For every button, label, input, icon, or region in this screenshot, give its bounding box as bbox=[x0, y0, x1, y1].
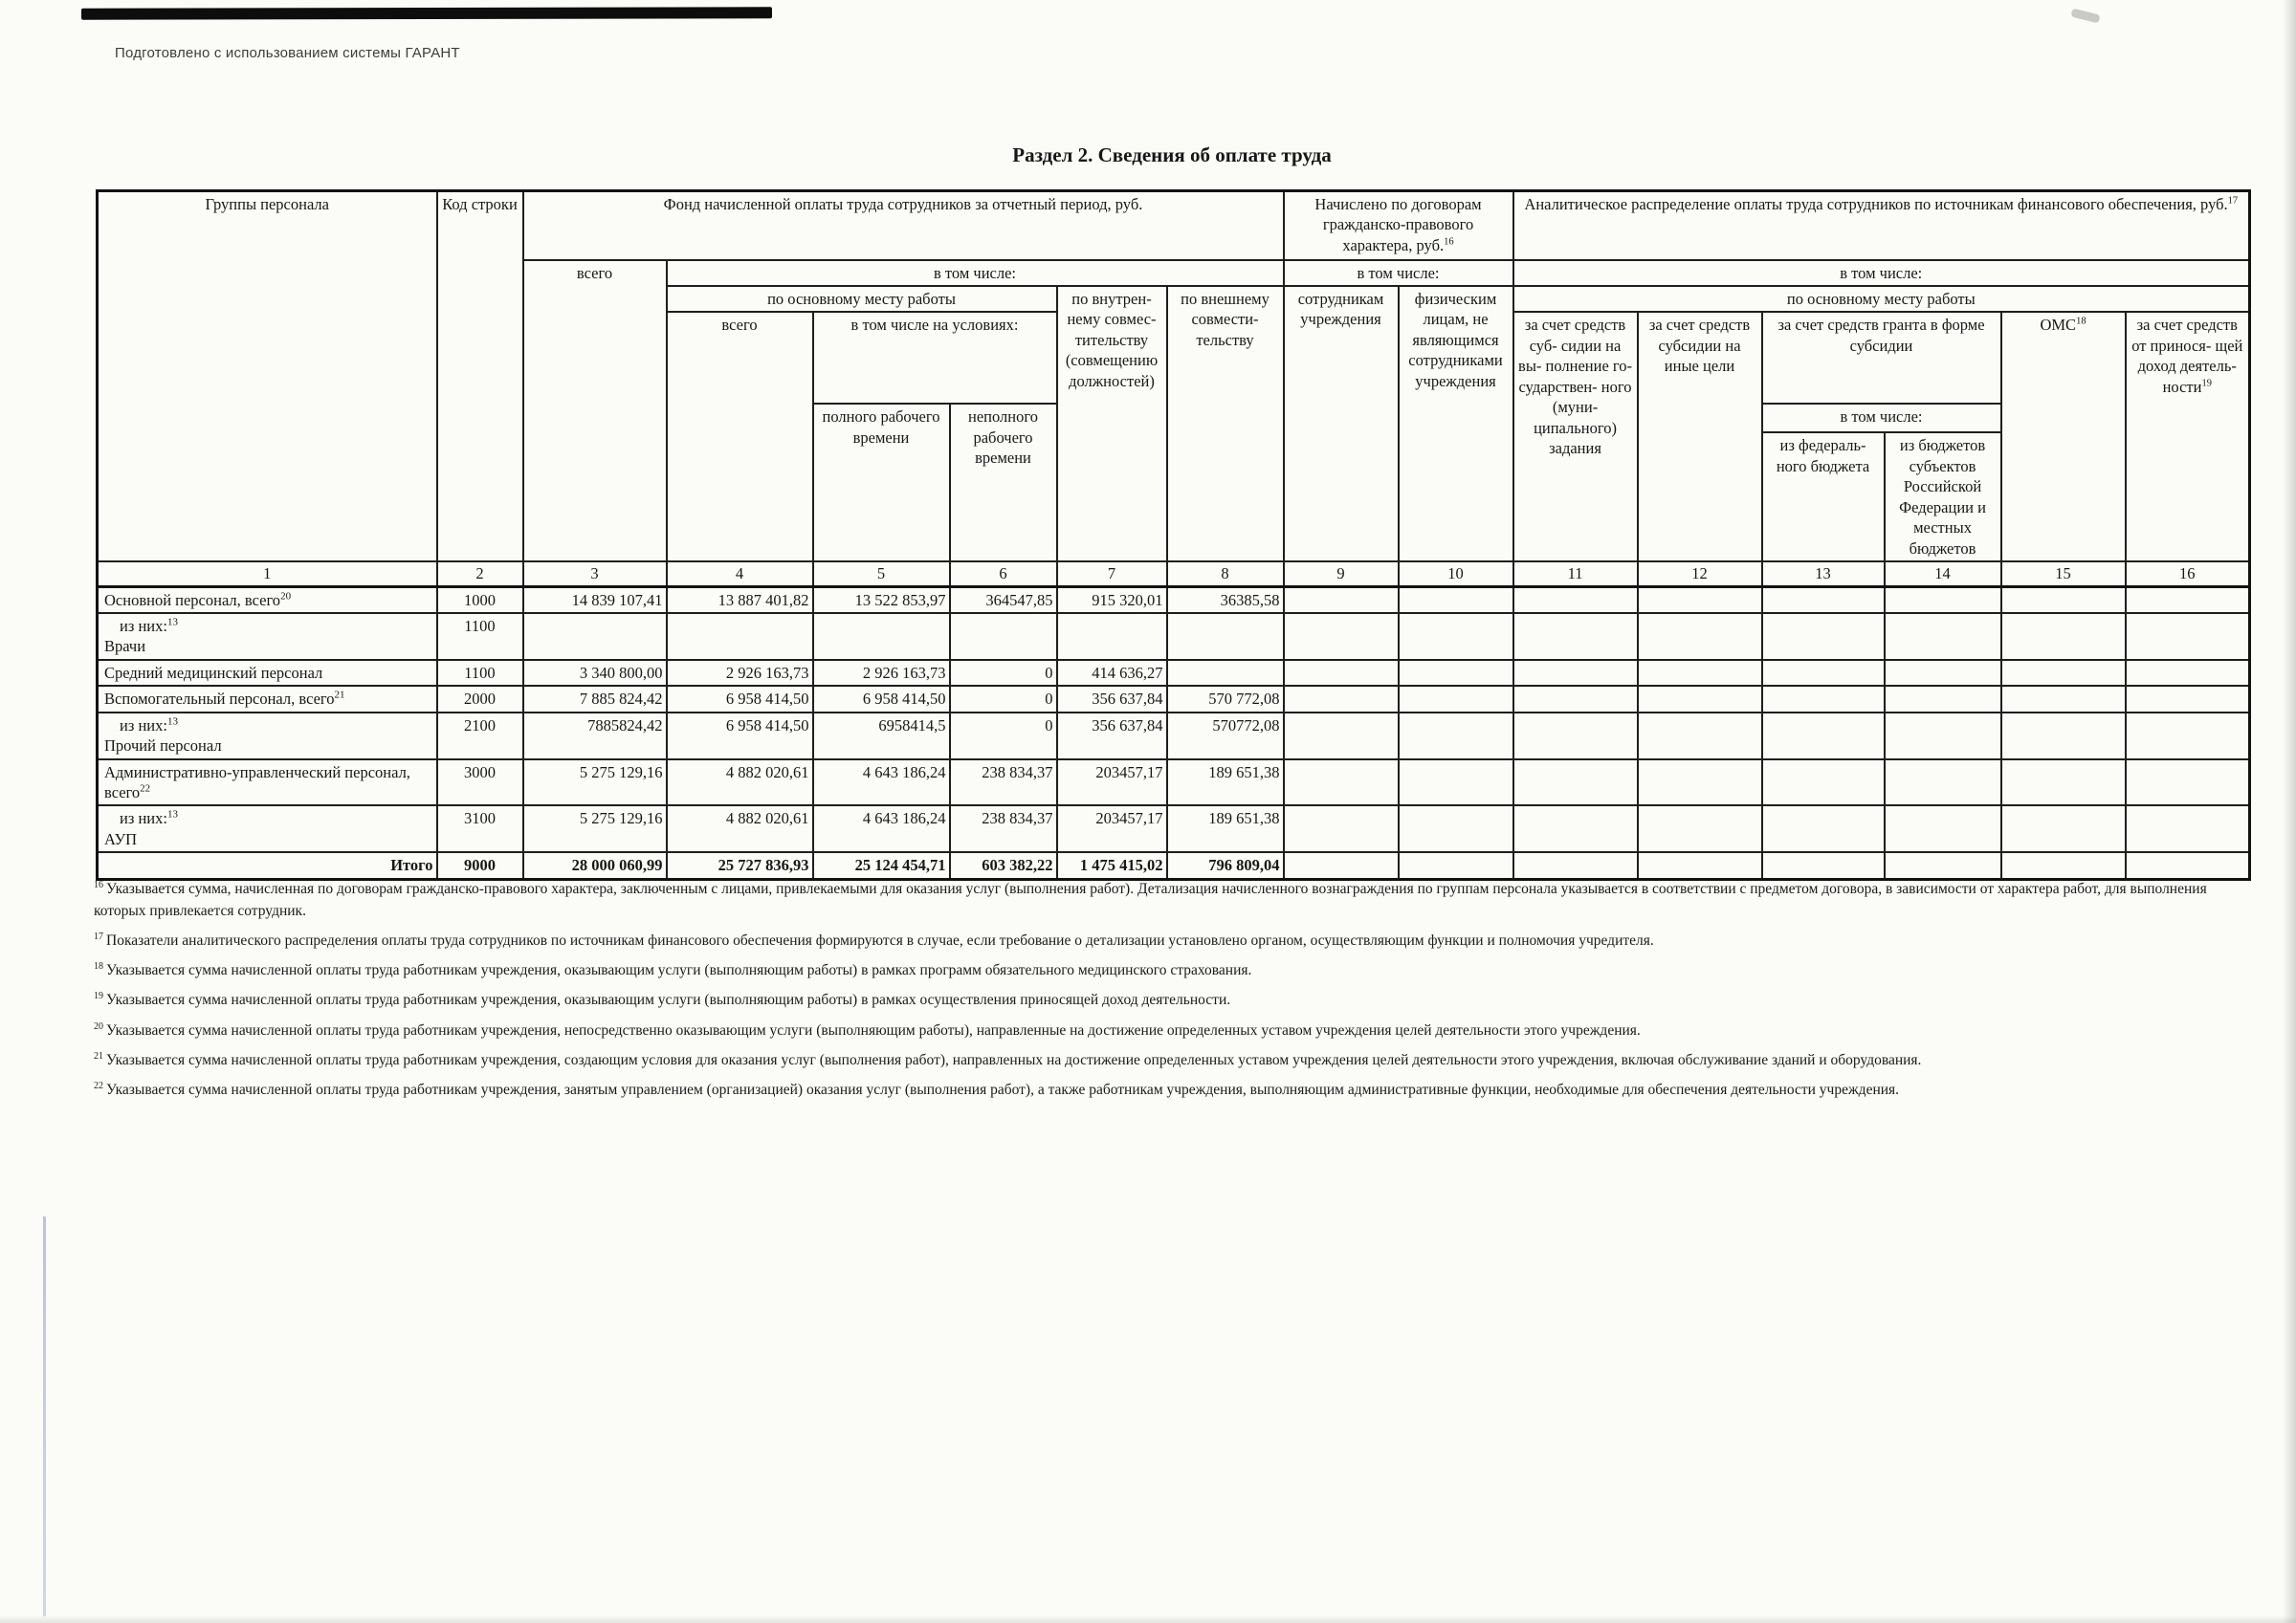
header-code bbox=[437, 191, 523, 562]
row-code: 1000 bbox=[437, 586, 523, 613]
value-cell: 4 882 020,61 bbox=[667, 759, 813, 806]
header-incl-fund bbox=[667, 260, 1284, 286]
col-number: 14 bbox=[1885, 561, 2001, 586]
garant-watermark: Подготовлено с использованием системы ГАРАНТ bbox=[115, 45, 460, 61]
value-cell bbox=[523, 613, 667, 660]
row-code: 1100 bbox=[437, 613, 523, 660]
header-groups bbox=[98, 191, 437, 562]
header-oms-label: ОМС bbox=[2040, 316, 2077, 335]
value-cell: 6 958 414,50 bbox=[667, 686, 813, 712]
footnote-text: Указывается сумма начисленной оплаты труда работникам учреждения, создающим условия для оказания услуг (выполнения работ), направленных на достижение определенных уставом учреждения целей деятельности этого учреждения, включая обслуживание зданий и оборудования. bbox=[106, 1051, 1922, 1068]
value-cell: 3 340 800,00 bbox=[523, 660, 667, 686]
value-cell bbox=[2126, 805, 2250, 852]
value-cell bbox=[1638, 660, 1762, 686]
footnote-text: Указывается сумма начисленной оплаты труда работникам учреждения, оказывающим услуги (выполняющим работы) в рамках осуществления приносящей доход деятельности. bbox=[106, 992, 1231, 1009]
value-cell: 203457,17 bbox=[1057, 759, 1167, 806]
value-cell bbox=[2001, 660, 2126, 686]
scan-artifact-bar bbox=[81, 7, 772, 20]
col-number: 1 bbox=[98, 561, 437, 586]
value-cell: 238 834,37 bbox=[950, 805, 1057, 852]
footnote-text: Указывается сумма, начисленная по договорам гражданско-правового характера, заключенным с лицами, привлекаемыми для оказания услуг (выполнения работ). Детализация начисленного вознаграждения по группам персонала указывается в соответствии с предметом договора, в зависимости от характера работ, для выполнения которых привлекается сотрудник. bbox=[94, 881, 2207, 920]
header-analytic-label: Аналитическое распределение оплаты труда сотрудников по источникам финансового обеспечения, руб. bbox=[1524, 195, 2228, 213]
header-fund-label: Фонд начисленной оплаты труда сотрудников за отчетный период, руб. bbox=[663, 195, 1143, 213]
value-cell: 4 882 020,61 bbox=[667, 805, 813, 852]
value-cell bbox=[1399, 759, 1513, 806]
salary-report-table bbox=[96, 189, 2251, 881]
footnote-ref: 19 bbox=[2201, 378, 2212, 389]
header-grant-label: за счет средств гранта в форме субсидии bbox=[1777, 316, 1985, 355]
header-contracts bbox=[1284, 191, 1513, 260]
row-label-text: Средний медицинский персонал bbox=[104, 663, 323, 682]
header-code-label: Код строки bbox=[442, 195, 518, 213]
value-cell bbox=[1762, 660, 1885, 686]
footnote bbox=[94, 1045, 2258, 1071]
footnote-number: 16 bbox=[94, 880, 103, 890]
row-code: 1100 bbox=[437, 660, 523, 686]
footnote-text: Указывается сумма начисленной оплаты труда работникам учреждения, оказывающим услуги (выполняющим работы) в рамках программ обязательного медицинского страхования. bbox=[106, 962, 1252, 979]
value-cell bbox=[1284, 713, 1399, 759]
footnote-ref: 13 bbox=[166, 616, 178, 628]
col-number: 6 bbox=[950, 561, 1057, 586]
row-code: 3100 bbox=[437, 805, 523, 852]
header-subsidy-other-label: за счет средств субсидии на иные цели bbox=[1648, 316, 1751, 376]
header-incl-label: в том числе: bbox=[934, 263, 1017, 282]
row-label-text: Вспомогательный персонал, всего$^{21}$ bbox=[104, 689, 345, 709]
header-contracts-label: Начислено по договорам гражданско-правового характера, руб. bbox=[1314, 195, 1482, 254]
col-number: 10 bbox=[1399, 561, 1513, 586]
table-row bbox=[98, 805, 2250, 852]
value-cell: 5 275 129,16 bbox=[523, 805, 667, 852]
value-cell bbox=[1284, 805, 1399, 852]
header-incl-label: в том числе: bbox=[1357, 263, 1440, 282]
table-row bbox=[98, 759, 2250, 806]
header-total bbox=[523, 260, 667, 562]
header-grant bbox=[1762, 312, 2001, 404]
row-label bbox=[98, 759, 437, 806]
value-cell: 25 124 454,71 bbox=[813, 852, 950, 879]
value-cell bbox=[1513, 713, 1638, 759]
row-label-text: Административно-управленческий персонал, всего$^{22}$ bbox=[104, 762, 410, 801]
value-cell: 915 320,01 bbox=[1057, 586, 1167, 613]
header-region-budget bbox=[1885, 432, 2001, 561]
value-cell: 796 809,04 bbox=[1167, 852, 1284, 879]
scan-smudge bbox=[2070, 9, 2100, 24]
value-cell bbox=[667, 613, 813, 660]
value-cell: 189 651,38 bbox=[1167, 759, 1284, 806]
row-code: 3000 bbox=[437, 759, 523, 806]
value-cell: 189 651,38 bbox=[1167, 805, 1284, 852]
value-cell bbox=[1513, 586, 1638, 613]
scan-edge-shadow-right bbox=[2283, 0, 2296, 1623]
value-cell: 36385,58 bbox=[1167, 586, 1284, 613]
col-number: 3 bbox=[523, 561, 667, 586]
value-cell bbox=[1762, 713, 1885, 759]
value-cell bbox=[2126, 660, 2250, 686]
header-individuals bbox=[1399, 286, 1513, 561]
value-cell bbox=[1167, 613, 1284, 660]
value-cell bbox=[1284, 586, 1399, 613]
row-label-text: АУП bbox=[104, 829, 138, 848]
value-cell bbox=[1638, 713, 1762, 759]
value-cell: 238 834,37 bbox=[950, 759, 1057, 806]
value-cell bbox=[1167, 660, 1284, 686]
footnote-ref: 17 bbox=[2227, 195, 2239, 207]
value-cell: 356 637,84 bbox=[1057, 713, 1167, 759]
value-cell bbox=[1284, 759, 1399, 806]
header-part-time bbox=[950, 404, 1057, 561]
value-cell bbox=[1399, 686, 1513, 712]
row-label bbox=[98, 805, 437, 852]
footnote-ref: 13 bbox=[166, 715, 178, 728]
section-title: Раздел 2. Сведения об оплате труда bbox=[1012, 143, 1332, 166]
col-number: 16 bbox=[2126, 561, 2250, 586]
value-cell bbox=[1284, 660, 1399, 686]
scan-edge-shadow-bottom bbox=[0, 1615, 2296, 1623]
row-label bbox=[98, 613, 437, 660]
value-cell: 414 636,27 bbox=[1057, 660, 1167, 686]
header-incl-label: в том числе: bbox=[1840, 407, 1923, 427]
header-external bbox=[1167, 286, 1284, 561]
footnote-ref: 22 bbox=[140, 782, 151, 795]
value-cell bbox=[2126, 586, 2250, 613]
footnote-ref: 13 bbox=[166, 808, 178, 821]
table-row bbox=[98, 613, 2250, 660]
table-row bbox=[98, 586, 2250, 613]
footnote bbox=[94, 874, 2258, 922]
header-fund bbox=[523, 191, 1284, 260]
col-number: 2 bbox=[437, 561, 523, 586]
footnote-number: 17 bbox=[94, 932, 103, 943]
value-cell bbox=[2001, 686, 2126, 712]
value-cell: 13 522 853,97 bbox=[813, 586, 950, 613]
value-cell bbox=[1885, 660, 2001, 686]
footnote bbox=[94, 926, 2258, 952]
value-cell bbox=[2001, 613, 2126, 660]
value-cell: 14 839 107,41 bbox=[523, 586, 667, 613]
footnote-text: Указывается сумма начисленной оплаты труда работникам учреждения, непосредственно оказывающим услуги (выполняющим работы), направленные на достижение определенных уставом учреждения целей деятельности этого учреждения. bbox=[106, 1021, 1641, 1039]
header-main-place-label: по основному месту работы bbox=[1786, 289, 1976, 308]
footnote-text: Указывается сумма начисленной оплаты труда работникам учреждения, занятым управлением (организацией) оказания услуг (выполнения работ), а также работникам учреждения, выполняющим административные функции, необходимые для обеспечения деятельности учреждения. bbox=[106, 1082, 1900, 1099]
col-number: 13 bbox=[1762, 561, 1885, 586]
row-code: 2000 bbox=[437, 686, 523, 712]
header-total-label: всего bbox=[721, 316, 758, 335]
row-sublabel: из них:$^{13}$ bbox=[120, 808, 178, 828]
header-groups-label: Группы персонала bbox=[205, 195, 329, 213]
header-incl-terms-label: в том числе на условиях: bbox=[850, 316, 1019, 335]
row-label bbox=[98, 586, 437, 613]
value-cell bbox=[1638, 805, 1762, 852]
value-cell: 364547,85 bbox=[950, 586, 1057, 613]
value-cell bbox=[1885, 686, 2001, 712]
value-cell bbox=[1762, 586, 1885, 613]
value-cell: 603 382,22 bbox=[950, 852, 1057, 879]
footnote-number: 22 bbox=[94, 1080, 103, 1091]
table-row bbox=[98, 660, 2250, 686]
value-cell: 6 958 414,50 bbox=[813, 686, 950, 712]
header-income bbox=[2126, 312, 2250, 561]
value-cell: 203457,17 bbox=[1057, 805, 1167, 852]
header-subsidy-other bbox=[1638, 312, 1762, 561]
header-main-place bbox=[667, 286, 1057, 312]
header-analytic bbox=[1513, 191, 2250, 260]
col-number: 5 bbox=[813, 561, 950, 586]
header-full-time-label: полного рабочего времени bbox=[822, 407, 940, 447]
header-internal bbox=[1057, 286, 1167, 561]
row-label bbox=[98, 713, 437, 759]
value-cell: 0 bbox=[950, 713, 1057, 759]
scan-edge-line bbox=[43, 1217, 46, 1616]
value-cell: 28 000 060,99 bbox=[523, 852, 667, 879]
header-incl-label: в том числе: bbox=[1840, 263, 1923, 282]
col-number: 12 bbox=[1638, 561, 1762, 586]
value-cell bbox=[950, 613, 1057, 660]
header-incl-terms bbox=[813, 312, 1057, 404]
col-number: 4 bbox=[667, 561, 813, 586]
footnote-ref: 20 bbox=[280, 590, 292, 602]
footnote-text: Показатели аналитического распределения оплаты труда сотрудников по источникам финансового обеспечения формируются в случае, если требование о детализации установлено органом, осуществляющим функции и полномочия учредителя. bbox=[106, 932, 1654, 950]
value-cell: 4 643 186,24 bbox=[813, 805, 950, 852]
value-cell: 13 887 401,82 bbox=[667, 586, 813, 613]
header-internal-label: по внутрен- нему совмес- тительству (совмещению должностей) bbox=[1065, 289, 1159, 390]
column-number-row bbox=[98, 561, 2250, 586]
value-cell bbox=[1762, 686, 1885, 712]
table-row bbox=[98, 686, 2250, 712]
value-cell: 7885824,42 bbox=[523, 713, 667, 759]
value-cell bbox=[1399, 713, 1513, 759]
value-cell bbox=[2126, 713, 2250, 759]
value-cell bbox=[1399, 586, 1513, 613]
footnote bbox=[94, 1075, 2258, 1101]
value-cell bbox=[1885, 759, 2001, 806]
value-cell: 4 643 186,24 bbox=[813, 759, 950, 806]
value-cell bbox=[813, 613, 950, 660]
value-cell bbox=[1513, 686, 1638, 712]
value-cell bbox=[1399, 613, 1513, 660]
value-cell bbox=[1513, 660, 1638, 686]
row-label-text: Основной персонал, всего$^{20}$ bbox=[104, 590, 292, 609]
header-subsidy-task-label: за счет средств суб- сидии на вы- полнение го- сударствен- ного (муни- ципального) задания bbox=[1518, 316, 1632, 457]
col-number: 15 bbox=[2001, 561, 2126, 586]
value-cell: 6 958 414,50 bbox=[667, 713, 813, 759]
header-fed-budget bbox=[1762, 432, 1885, 561]
value-cell: 1 475 415,02 bbox=[1057, 852, 1167, 879]
footnote-number: 20 bbox=[94, 1020, 103, 1032]
value-cell bbox=[1638, 686, 1762, 712]
row-label bbox=[98, 686, 437, 712]
table-row bbox=[98, 713, 2250, 759]
value-cell bbox=[1513, 759, 1638, 806]
footnote-ref: 21 bbox=[334, 689, 345, 701]
value-cell bbox=[1762, 805, 1885, 852]
row-sublabel: из них:$^{13}$ bbox=[120, 616, 178, 635]
header-employees-label: сотрудникам учреждения bbox=[1297, 289, 1384, 329]
header-individuals-label: физическим лицам, не являющимся сотрудниками учреждения bbox=[1408, 289, 1503, 390]
header-part-time-label: неполного рабочего времени bbox=[968, 407, 1038, 468]
header-row-1 bbox=[98, 191, 2250, 260]
value-cell: 6958414,5 bbox=[813, 713, 950, 759]
value-cell bbox=[2001, 713, 2126, 759]
value-cell bbox=[2001, 759, 2126, 806]
footnote-number: 19 bbox=[94, 991, 103, 1002]
value-cell bbox=[2001, 805, 2126, 852]
header-oms bbox=[2001, 312, 2126, 561]
value-cell bbox=[2001, 586, 2126, 613]
value-cell bbox=[1762, 759, 1885, 806]
header-main-place-analytic bbox=[1513, 286, 2250, 312]
value-cell bbox=[1284, 613, 1399, 660]
row-label bbox=[98, 660, 437, 686]
header-main-place-label: по основному месту работы bbox=[767, 289, 956, 308]
value-cell: 0 bbox=[950, 660, 1057, 686]
value-cell: 2 926 163,73 bbox=[667, 660, 813, 686]
header-incl-grant bbox=[1762, 404, 2001, 432]
row-label-text: Итого bbox=[390, 856, 433, 875]
footnote-ref: 16 bbox=[1444, 236, 1454, 248]
value-cell bbox=[2126, 686, 2250, 712]
value-cell: 2 926 163,73 bbox=[813, 660, 950, 686]
header-region-budget-label: из бюджетов субъектов Российской Федерации и местных бюджетов bbox=[1899, 436, 1986, 558]
header-incl-analytic bbox=[1513, 260, 2250, 286]
header-total-main bbox=[667, 312, 813, 561]
value-cell bbox=[1057, 613, 1167, 660]
value-cell: 5 275 129,16 bbox=[523, 759, 667, 806]
row-label-text: Врачи bbox=[104, 637, 146, 656]
value-cell bbox=[1638, 586, 1762, 613]
value-cell: 7 885 824,42 bbox=[523, 686, 667, 712]
footnote-number: 21 bbox=[94, 1050, 103, 1062]
header-external-label: по внешнему совмести- тельству bbox=[1181, 289, 1269, 349]
value-cell bbox=[2126, 759, 2250, 806]
col-number: 7 bbox=[1057, 561, 1167, 586]
value-cell bbox=[1638, 759, 1762, 806]
header-income-label: за счет средств от принося- щей доход деятель- ности bbox=[2131, 316, 2243, 396]
footnote bbox=[94, 955, 2258, 981]
header-employees bbox=[1284, 286, 1399, 561]
value-cell: 356 637,84 bbox=[1057, 686, 1167, 712]
value-cell bbox=[1885, 713, 2001, 759]
col-number: 9 bbox=[1284, 561, 1399, 586]
row-code: 2100 bbox=[437, 713, 523, 759]
col-number: 8 bbox=[1167, 561, 1284, 586]
value-cell bbox=[1885, 613, 2001, 660]
value-cell bbox=[1762, 613, 1885, 660]
header-incl-contracts bbox=[1284, 260, 1513, 286]
value-cell: 0 bbox=[950, 686, 1057, 712]
value-cell bbox=[1885, 586, 2001, 613]
header-subsidy-task bbox=[1513, 312, 1638, 561]
row-label-text: Прочий персонал bbox=[104, 736, 222, 756]
footnote bbox=[94, 1016, 2258, 1042]
footnotes-block bbox=[94, 874, 2258, 1105]
value-cell bbox=[2126, 613, 2250, 660]
value-cell: 570772,08 bbox=[1167, 713, 1284, 759]
header-full-time bbox=[813, 404, 950, 561]
value-cell bbox=[1399, 660, 1513, 686]
value-cell bbox=[1638, 613, 1762, 660]
footnote-number: 18 bbox=[94, 961, 103, 973]
value-cell bbox=[1284, 686, 1399, 712]
value-cell bbox=[1885, 805, 2001, 852]
col-number: 11 bbox=[1513, 561, 1638, 586]
value-cell: 25 727 836,93 bbox=[667, 852, 813, 879]
value-cell bbox=[1513, 613, 1638, 660]
footnote-ref: 18 bbox=[2076, 316, 2086, 327]
header-fed-budget-label: из федераль- ного бюджета bbox=[1776, 436, 1870, 475]
row-code: 9000 bbox=[437, 852, 523, 879]
footnote bbox=[94, 985, 2258, 1011]
value-cell bbox=[1399, 805, 1513, 852]
header-total-label: всего bbox=[576, 263, 613, 282]
value-cell bbox=[1513, 805, 1638, 852]
row-sublabel: из них:$^{13}$ bbox=[120, 715, 178, 735]
value-cell: 570 772,08 bbox=[1167, 686, 1284, 712]
